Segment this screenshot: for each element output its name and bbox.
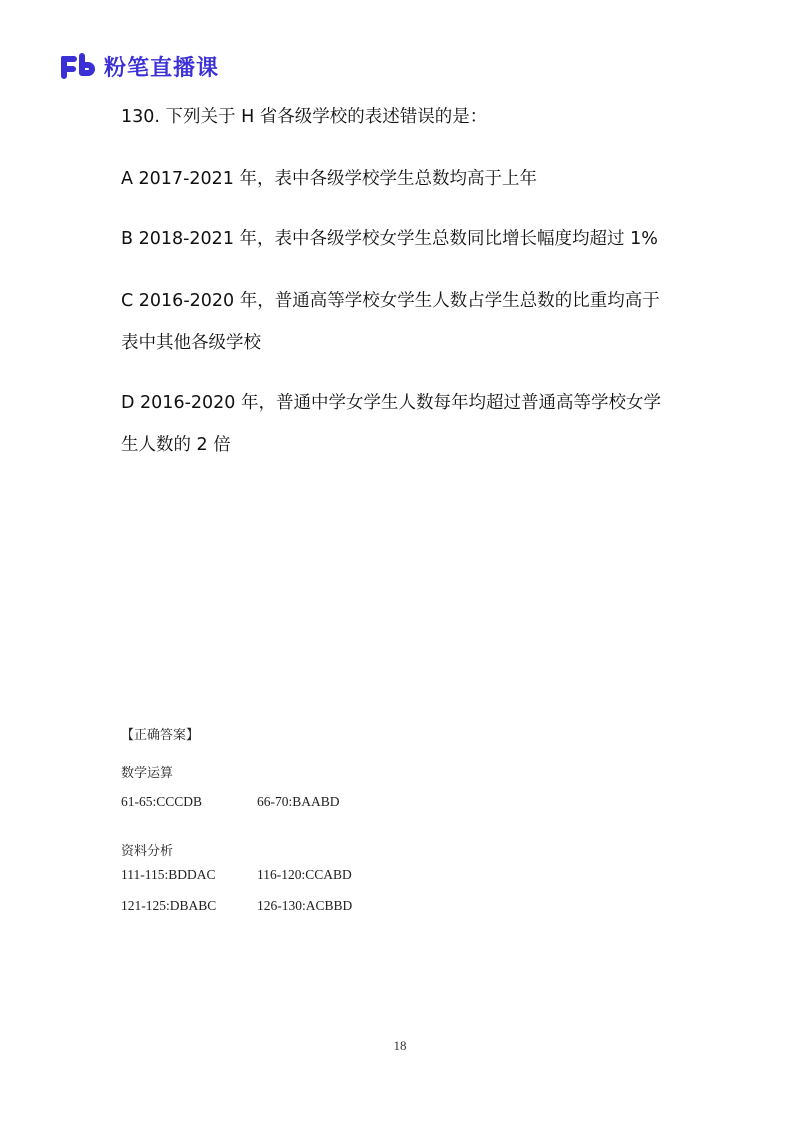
answer-range: 116-120:CCABD (257, 867, 352, 882)
option-a: A 2017-2021 年，表中各级学校学生总数均高于上年 (121, 169, 537, 189)
answer-range: 66-70:BAABD (257, 794, 340, 809)
data-section-title: 资料分析 (121, 844, 174, 859)
answer-row (121, 898, 352, 914)
answer-range: 111-115:BDDAC (121, 867, 216, 882)
option-c (121, 280, 701, 364)
option-c-line1: C 2016-2020 年，普通高等学校女学生人数占学生总数的比重均高于 (121, 291, 660, 311)
option-b: B 2018-2021 年，表中各级学校女学生总数同比增长幅度均超过 1% (121, 229, 658, 249)
math-section-title: 数学运算 (121, 766, 174, 781)
option-d-line1: D 2016-2020 年，普通中学女学生人数每年均超过普通高等学校女学 (121, 393, 661, 413)
brand-logo (58, 50, 219, 82)
answer-key-heading: 【正确答案】 (121, 728, 200, 743)
brand-text: 粉笔直播课 (104, 55, 220, 81)
answer-range: 121-125:DBABC (121, 898, 217, 913)
answer-row (121, 867, 352, 883)
option-d-line2: 生人数的 2 倍 (121, 435, 231, 455)
answer-range: 61-65:CCCDB (121, 794, 203, 809)
fb-logo-icon (58, 52, 96, 80)
answer-row (121, 794, 340, 810)
answer-range: 126-130:ACBBD (257, 898, 353, 913)
page-number: 18 (393, 1038, 407, 1053)
option-d (121, 382, 701, 466)
question-title: 130. 下列关于 H 省各级学校的表述错误的是： (121, 107, 488, 127)
option-c-line2: 表中其他各级学校 (121, 333, 261, 353)
